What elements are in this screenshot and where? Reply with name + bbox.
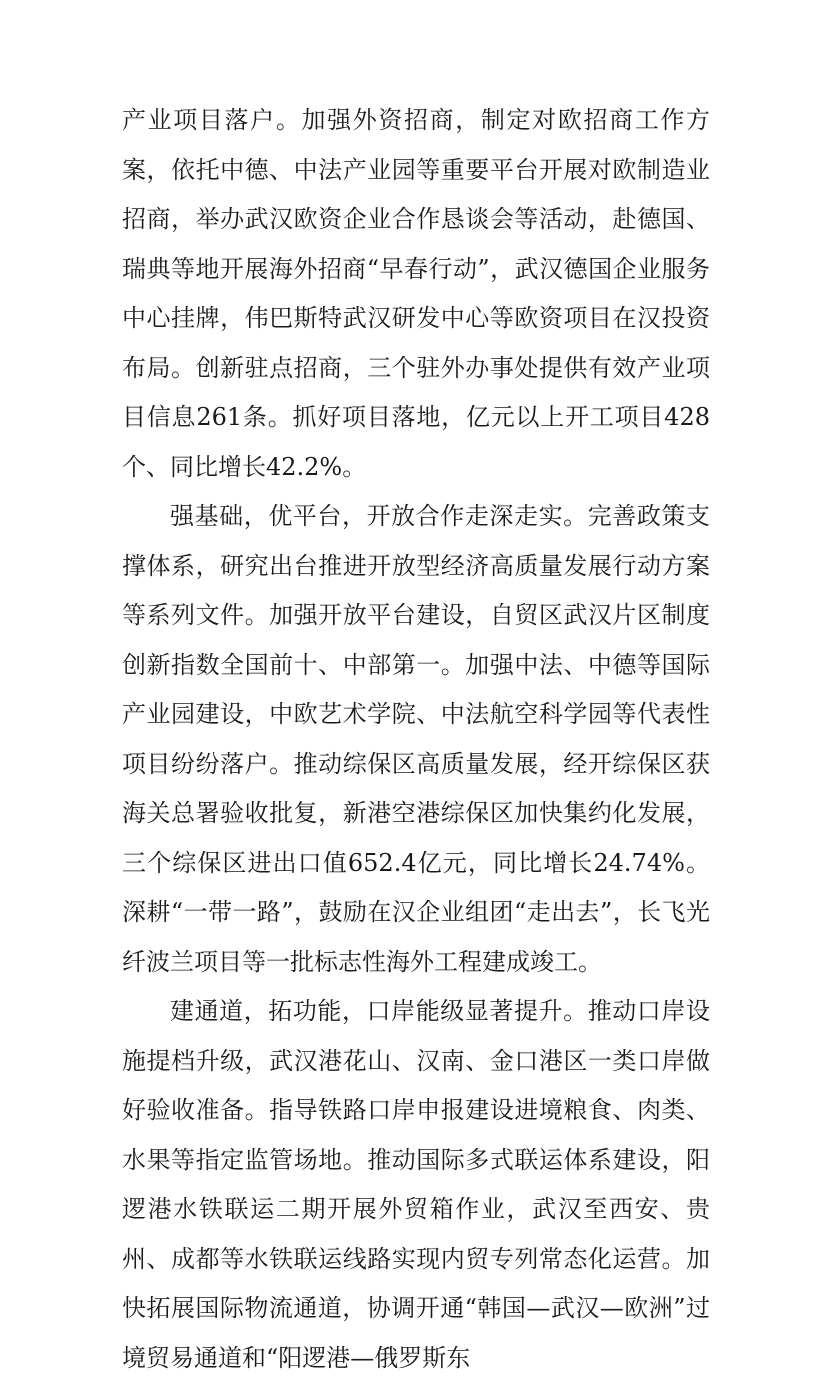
body-text bbox=[122, 96, 710, 1383]
paragraph-2: 强基础，优平台，开放合作走深走实。完善政策支撑体系，研究出台推进开放型经济高质量发展行动方案等系列文件。加强开放平台建设，自贸区武汉片区制度创新指数全国前十、中部第一。加强中法、中德等国际产业园建设，中欧艺术学院、中法航空科学园等代表性项目纷纷落户。推动综保区高质量发展，经开综保区获海关总署验收批复，新港空港综保区加快集约化发展，三个综保区进出口值652.4亿元，同比增长24.74%。深耕“一带一路”，鼓励在汉企业组团“走出去”，长飞光纤波兰项目等一批标志性海外工程建成竣工。 bbox=[122, 502, 710, 976]
paragraph-3: 建通道，拓功能，口岸能级显著提升。推动口岸设施提档升级，武汉港花山、汉南、金口港区一类口岸做好验收准备。指导铁路口岸申报建设进境粮食、肉类、水果等指定监管场地。推动国际多式联运体系建设，阳逻港水铁联运二期开展外贸箱作业，武汉至西安、贵州、成都等水铁联运线路实现内贸专列常态化运营。加快拓展国际物流通道，协调开通“韩国—武汉—欧洲”过境贸易通道和“阳逻港—俄罗斯东 bbox=[122, 997, 710, 1372]
paragraph-1: 产业项目落户。加强外资招商，制定对欧招商工作方案，依托中德、中法产业园等重要平台开展对欧制造业招商，举办武汉欧资企业合作恳谈会等活动，赴德国、瑞典等地开展海外招商“早春行动”，武汉德国企业服务中心挂牌，伟巴斯特武汉研发中心等欧资项目在汉投资布局。创新驻点招商，三个驻外办事处提供有效产业项目信息261条。抓好项目落地，亿元以上开工项目428个、同比增长42.2%。 bbox=[122, 106, 710, 481]
